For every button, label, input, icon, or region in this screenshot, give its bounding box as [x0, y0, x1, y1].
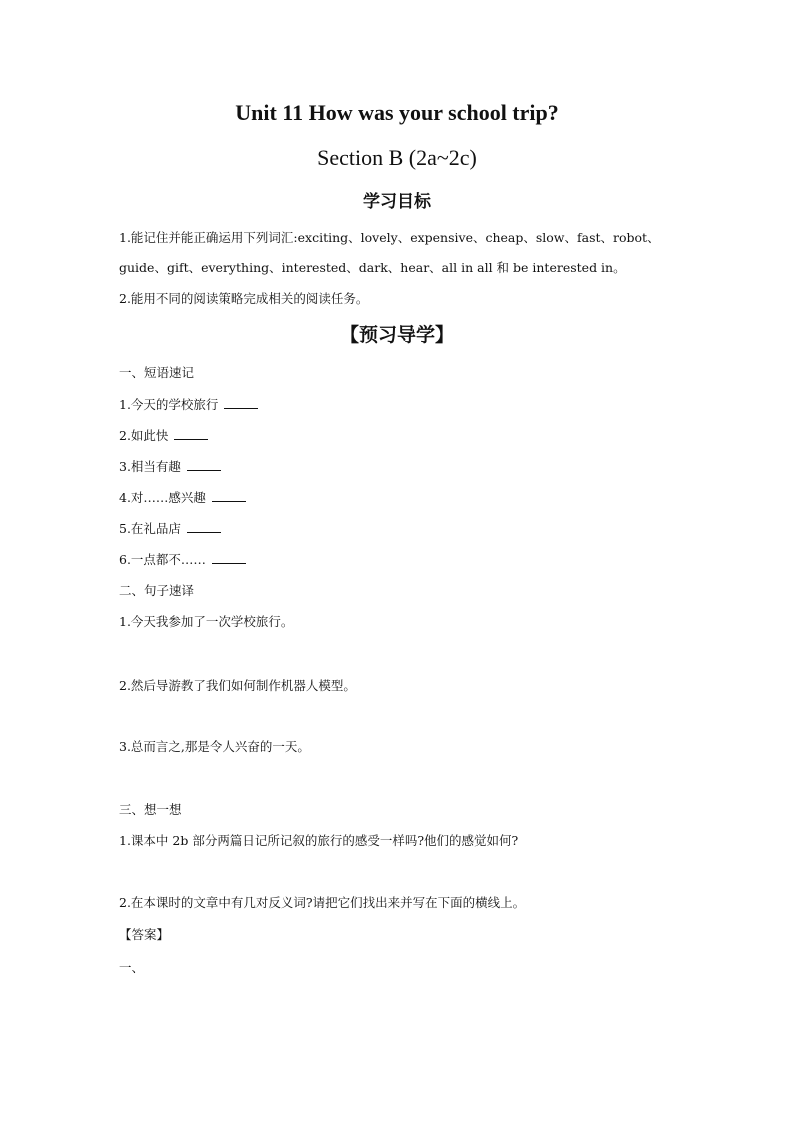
- answer-blank[interactable]: [224, 397, 258, 409]
- unit-title: Unit 11 How was your school trip?: [235, 100, 559, 125]
- answer-blank[interactable]: [212, 490, 246, 502]
- section-title: Section B (2a~2c): [317, 145, 477, 170]
- phrase-item: [119, 489, 246, 507]
- answer-blank[interactable]: [212, 552, 246, 564]
- answer-heading: 【答案】: [119, 927, 170, 942]
- phrase-text: 2.如此快: [119, 428, 169, 443]
- phrase-item: [119, 427, 208, 445]
- phrases-heading: 一、短语速记: [119, 365, 195, 380]
- phrase-item: [119, 551, 246, 569]
- think-item: 1.课本中 2b 部分两篇日记所记叙的旅行的感受一样吗?他们的感觉如何?: [119, 833, 519, 848]
- phrase-text: 1.今天的学校旅行: [119, 397, 219, 412]
- phrase-item: [119, 396, 258, 414]
- sentence-item: 2.然后导游教了我们如何制作机器人模型。: [119, 678, 356, 693]
- answer-blank[interactable]: [187, 521, 221, 533]
- phrase-item: [119, 520, 221, 538]
- goal-line: 1.能记住并能正确运用下列词汇:exciting、lovely、expensive、cheap、slow、fast、robot、: [119, 230, 660, 245]
- phrase-item: [119, 458, 221, 476]
- sentence-item: 1.今天我参加了一次学校旅行。: [119, 614, 294, 629]
- answer-blank[interactable]: [174, 428, 208, 440]
- phrase-text: 6.一点都不……: [119, 552, 206, 567]
- answer-blank[interactable]: [187, 459, 221, 471]
- answer-first-label: 一、: [119, 960, 145, 975]
- think-item: 2.在本课时的文章中有几对反义词?请把它们找出来并写在下面的横线上。: [119, 895, 526, 910]
- sentence-item: 3.总而言之,那是令人兴奋的一天。: [119, 739, 310, 754]
- phrase-text: 3.相当有趣: [119, 459, 181, 474]
- preview-heading: 【预习导学】: [339, 324, 454, 346]
- goal-line: guide、gift、everything、interested、dark、hear、all in all 和 be interested in。: [119, 260, 626, 275]
- phrase-text: 5.在礼品店: [119, 521, 181, 536]
- goals-heading: 学习目标: [363, 192, 431, 212]
- phrase-text: 4.对……感兴趣: [119, 490, 206, 505]
- think-heading: 三、想一想: [119, 802, 182, 817]
- sentences-heading: 二、句子速译: [119, 583, 195, 598]
- goal-line: 2.能用不同的阅读策略完成相关的阅读任务。: [119, 291, 369, 306]
